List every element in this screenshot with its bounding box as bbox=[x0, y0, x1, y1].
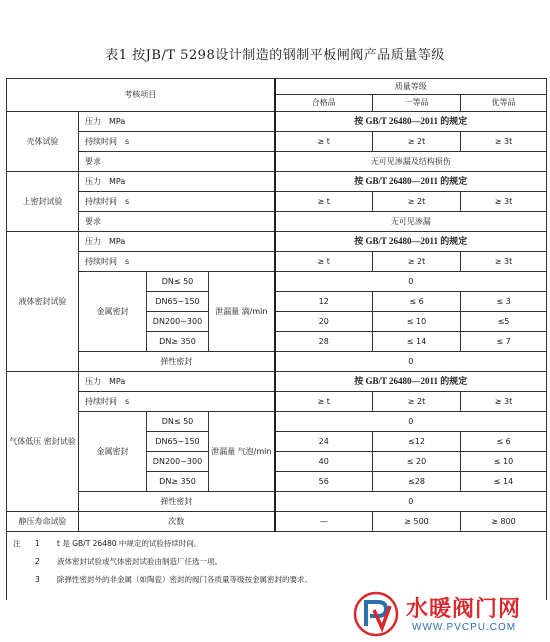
gas-dn: DN≤ 50 bbox=[147, 412, 209, 432]
note-number: 2 bbox=[35, 557, 40, 566]
table-row bbox=[7, 172, 547, 192]
shell-d3: ≥ 3t bbox=[461, 132, 547, 152]
gas-metal-seal: 金属密封 bbox=[79, 412, 147, 492]
table-row bbox=[7, 272, 547, 292]
site-watermark bbox=[352, 590, 548, 642]
table-row bbox=[7, 212, 547, 232]
table-row bbox=[7, 252, 547, 272]
upper-requirement-value: 无可见渗漏 bbox=[275, 212, 547, 232]
table-row bbox=[7, 112, 547, 132]
liquid-metal-seal: 金属密封 bbox=[79, 272, 147, 352]
liquid-v1: 12 bbox=[275, 292, 373, 312]
gas-d3: ≥ 3t bbox=[461, 392, 547, 412]
liquid-dn: DN200~300 bbox=[147, 312, 209, 332]
gas-leak-label: 泄漏量 气泡/min bbox=[209, 412, 275, 492]
table-row bbox=[7, 352, 547, 372]
header-item: 考核项目 bbox=[7, 79, 275, 112]
pv-logo-icon bbox=[352, 590, 400, 638]
gas-v2: ≤28 bbox=[373, 472, 461, 492]
liquid-v2: ≤ 14 bbox=[373, 332, 461, 352]
gas-merged-value: 0 bbox=[275, 412, 547, 432]
liquid-elastic-seal: 弹性密封 bbox=[79, 352, 275, 372]
liquid-seal-label: 液体密封试验 bbox=[7, 232, 79, 372]
liquid-d2: ≥ 2t bbox=[373, 252, 461, 272]
gas-pressure: 压力 MPa bbox=[79, 372, 275, 392]
table-row bbox=[7, 132, 547, 152]
liquid-v1: 28 bbox=[275, 332, 373, 352]
upper-d3: ≥ 3t bbox=[461, 192, 547, 212]
quality-grade-table bbox=[6, 78, 547, 600]
note-1 bbox=[13, 535, 540, 553]
liquid-elastic-value: 0 bbox=[275, 352, 547, 372]
liquid-d1: ≥ t bbox=[275, 252, 373, 272]
upper-d1: ≥ t bbox=[275, 192, 373, 212]
gas-d2: ≥ 2t bbox=[373, 392, 461, 412]
liquid-v1: 20 bbox=[275, 312, 373, 332]
table-row bbox=[7, 392, 547, 412]
note-number: 3 bbox=[35, 575, 40, 584]
notes-label: 注 bbox=[13, 539, 21, 548]
watermark-url: WWW.PVCPU.COM bbox=[412, 622, 517, 633]
liquid-merged-value: 0 bbox=[275, 272, 547, 292]
liquid-v3: ≤ 3 bbox=[461, 292, 547, 312]
note-text: 液体密封试验或气体密封试验由制造厂任选一项。 bbox=[57, 557, 222, 566]
life-test-label: 静压寿命试验 bbox=[7, 512, 79, 532]
gas-v3: ≤ 6 bbox=[461, 432, 547, 452]
liquid-dn: DN≤ 50 bbox=[147, 272, 209, 292]
table-row bbox=[7, 152, 547, 172]
header-row bbox=[7, 79, 547, 95]
gas-seal-label: 气体低压 密封试验 bbox=[7, 372, 79, 512]
table-title: 表1 按JB/T 5298设计制造的钢制平板闸阀产品质量等级 bbox=[105, 48, 445, 63]
shell-d1: ≥ t bbox=[275, 132, 373, 152]
table-row bbox=[7, 412, 547, 432]
liquid-v2: ≤ 6 bbox=[373, 292, 461, 312]
note-number: 1 bbox=[35, 539, 40, 548]
liquid-v3: ≤ 7 bbox=[461, 332, 547, 352]
upper-seal-label: 上密封试验 bbox=[7, 172, 79, 232]
upper-requirement: 要求 bbox=[79, 212, 275, 232]
liquid-v2: ≤ 10 bbox=[373, 312, 461, 332]
liquid-leak-label: 泄漏量 滴/min bbox=[209, 272, 275, 352]
gas-dn: DN65~150 bbox=[147, 432, 209, 452]
gas-elastic-value: 0 bbox=[275, 492, 547, 512]
table-row bbox=[7, 192, 547, 212]
life-v2: ≥ 500 bbox=[373, 512, 461, 532]
life-v1: — bbox=[275, 512, 373, 532]
gas-elastic-seal: 弹性密封 bbox=[79, 492, 275, 512]
shell-pressure: 压力 MPa bbox=[79, 112, 275, 132]
note-3 bbox=[13, 571, 540, 589]
gas-duration: 持续时间 s bbox=[79, 392, 275, 412]
gas-v3: ≤ 14 bbox=[461, 472, 547, 492]
liquid-pressure: 压力 MPa bbox=[79, 232, 275, 252]
note-text: 除弹性密封外的非金属（如陶瓷）密封的阀门各质量等级按金属密封的要求。 bbox=[57, 575, 312, 584]
gas-v1: 56 bbox=[275, 472, 373, 492]
upper-d2: ≥ 2t bbox=[373, 192, 461, 212]
liquid-pressure-value: 按 GB/T 26480—2011 的规定 bbox=[275, 232, 547, 252]
gas-v2: ≤12 bbox=[373, 432, 461, 452]
table-row bbox=[7, 512, 547, 532]
gas-v3: ≤ 10 bbox=[461, 452, 547, 472]
header-first: 一等品 bbox=[373, 95, 461, 112]
note-2 bbox=[13, 553, 540, 571]
gas-v2: ≤ 20 bbox=[373, 452, 461, 472]
gas-pressure-value: 按 GB/T 26480—2011 的规定 bbox=[275, 372, 547, 392]
header-grade: 质量等级 bbox=[275, 79, 547, 95]
liquid-d3: ≥ 3t bbox=[461, 252, 547, 272]
upper-pressure: 压力 MPa bbox=[79, 172, 275, 192]
note-text: t 是 GB/T 26480 中规定的试验持续时间。 bbox=[57, 539, 202, 548]
gas-v1: 40 bbox=[275, 452, 373, 472]
liquid-v3: ≤5 bbox=[461, 312, 547, 332]
table-row bbox=[7, 232, 547, 252]
header-qualified: 合格品 bbox=[275, 95, 373, 112]
gas-v1: 24 bbox=[275, 432, 373, 452]
life-v3: ≥ 800 bbox=[461, 512, 547, 532]
upper-duration: 持续时间 s bbox=[79, 192, 275, 212]
gas-d1: ≥ t bbox=[275, 392, 373, 412]
shell-requirement: 要求 bbox=[79, 152, 275, 172]
gas-dn: DN200~300 bbox=[147, 452, 209, 472]
gas-dn: DN≥ 350 bbox=[147, 472, 209, 492]
life-test-unit: 次数 bbox=[79, 512, 275, 532]
table-row bbox=[7, 372, 547, 392]
shell-test-label: 壳体试验 bbox=[7, 112, 79, 172]
shell-duration: 持续时间 s bbox=[79, 132, 275, 152]
liquid-duration: 持续时间 s bbox=[79, 252, 275, 272]
watermark-brand: 水暖阀门网 bbox=[406, 597, 522, 622]
table-row bbox=[7, 492, 547, 512]
shell-d2: ≥ 2t bbox=[373, 132, 461, 152]
liquid-dn: DN≥ 350 bbox=[147, 332, 209, 352]
upper-pressure-value: 按 GB/T 26480—2011 的规定 bbox=[275, 172, 547, 192]
shell-pressure-value: 按 GB/T 26480—2011 的规定 bbox=[275, 112, 547, 132]
shell-requirement-value: 无可见渗漏及结构损伤 bbox=[275, 152, 547, 172]
liquid-dn: DN65~150 bbox=[147, 292, 209, 312]
header-excellent: 优等品 bbox=[461, 95, 547, 112]
